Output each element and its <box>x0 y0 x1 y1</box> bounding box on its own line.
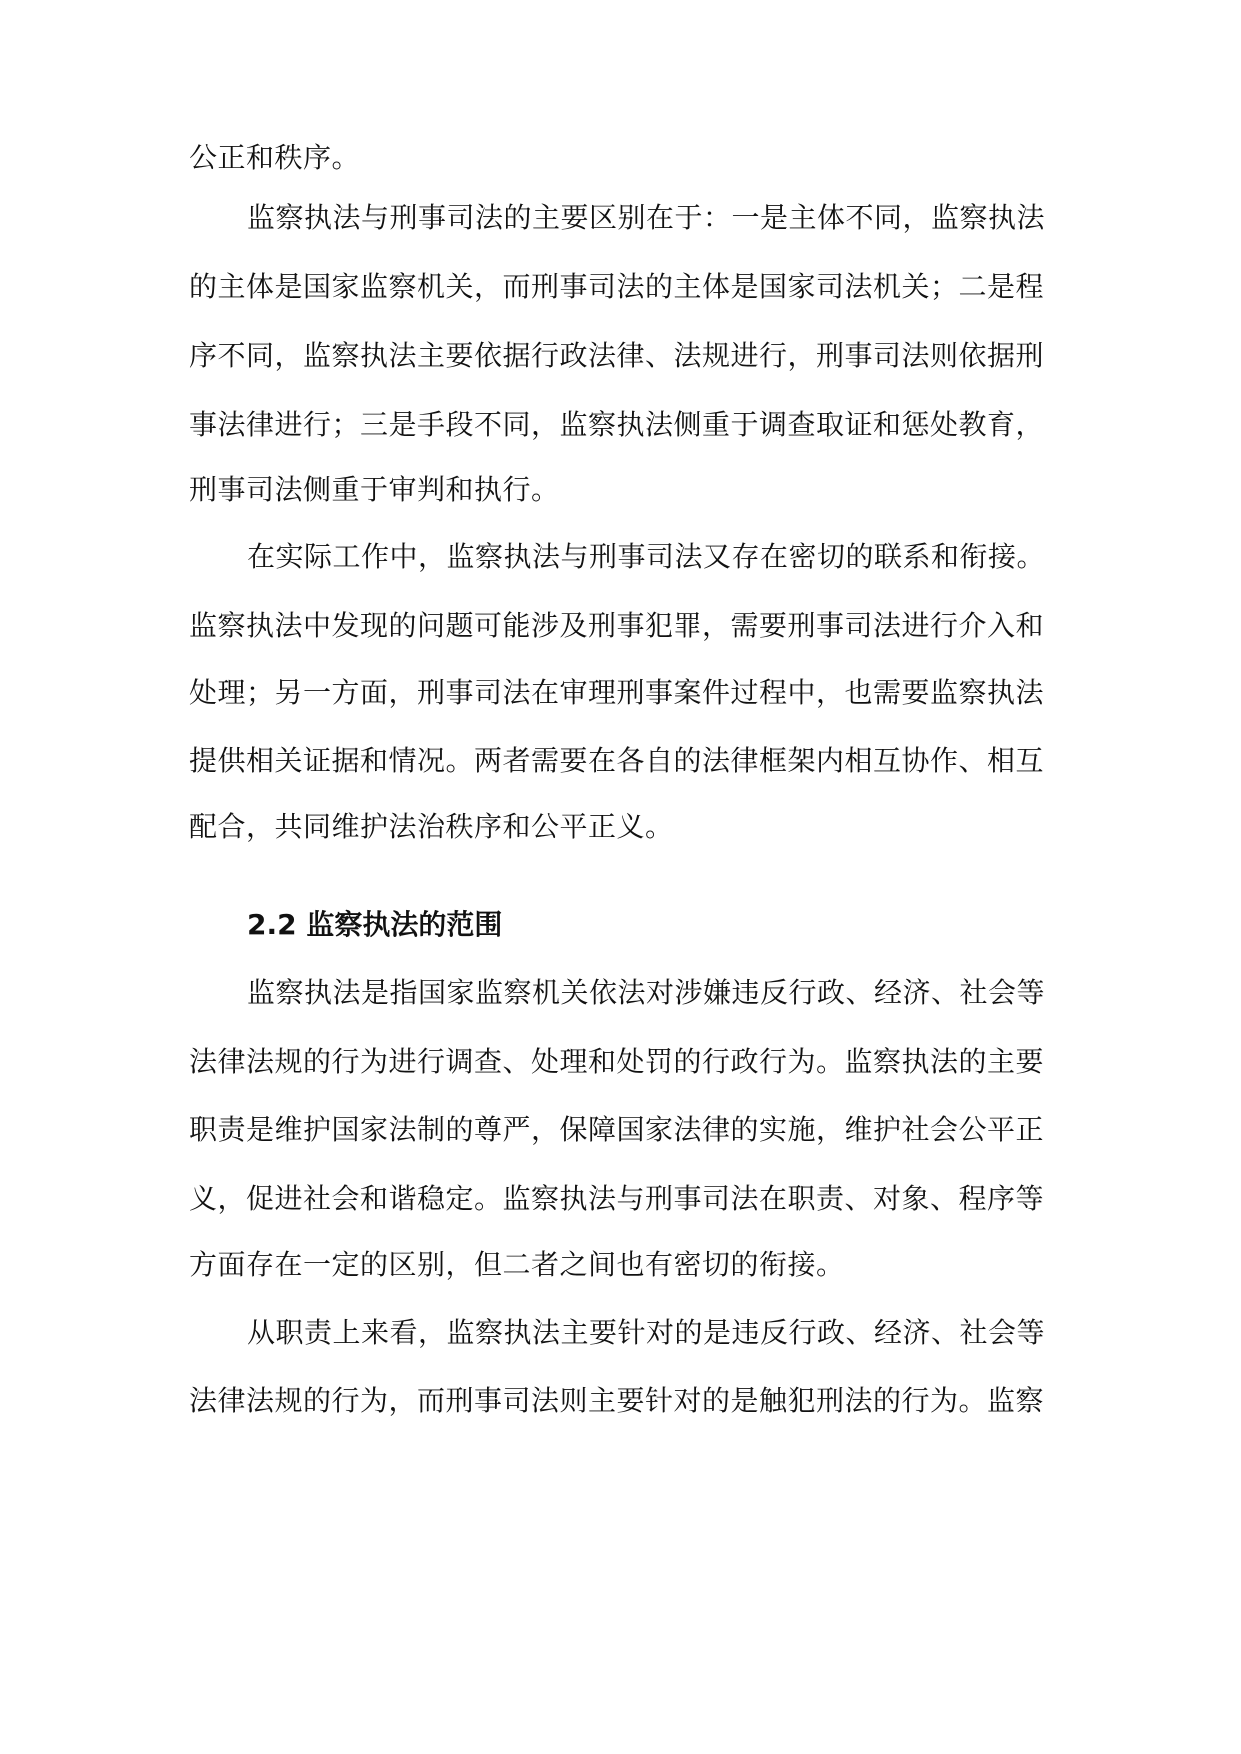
text-line: 监察执法中发现的问题可能涉及刑事犯罪，需要刑事司法进行介入和 <box>189 609 1045 642</box>
paragraph-first-line: 监察执法是指国家监察机关依法对涉嫌违反行政、经济、社会等 <box>247 976 1046 1009</box>
section-heading: 2.2 监察执法的范围 <box>247 908 503 941</box>
text-line: 公正和秩序。 <box>189 141 361 174</box>
text-line: 职责是维护国家法制的尊严，保障国家法律的实施，维护社会公平正 <box>189 1113 1045 1146</box>
text-line: 处理；另一方面，刑事司法在审理刑事案件过程中，也需要监察执法 <box>189 676 1045 709</box>
text-line: 事法律进行；三是手段不同，监察执法侧重于调查取证和惩处教育， <box>189 408 1045 441</box>
text-line: 的主体是国家监察机关，而刑事司法的主体是国家司法机关；二是程 <box>189 270 1045 303</box>
paragraph-first-line: 监察执法与刑事司法的主要区别在于：一是主体不同，监察执法 <box>247 201 1046 234</box>
text-line: 配合，共同维护法治秩序和公平正义。 <box>189 810 674 843</box>
text-line: 义，促进社会和谐稳定。监察执法与刑事司法在职责、对象、程序等 <box>189 1182 1045 1215</box>
text-line: 刑事司法侧重于审判和执行。 <box>189 473 560 506</box>
text-line: 方面存在一定的区别，但二者之间也有密切的衔接。 <box>189 1248 845 1281</box>
paragraph-first-line: 从职责上来看，监察执法主要针对的是违反行政、经济、社会等 <box>247 1316 1046 1349</box>
paragraph-first-line: 在实际工作中，监察执法与刑事司法又存在密切的联系和衔接。 <box>247 540 1046 573</box>
text-line: 法律法规的行为进行调查、处理和处罚的行政行为。监察执法的主要 <box>189 1045 1045 1078</box>
text-line: 序不同，监察执法主要依据行政法律、法规进行，刑事司法则依据刑 <box>189 339 1045 372</box>
text-line: 提供相关证据和情况。两者需要在各自的法律框架内相互协作、相互 <box>189 744 1045 777</box>
text-line: 法律法规的行为，而刑事司法则主要针对的是触犯刑法的行为。监察 <box>189 1384 1045 1417</box>
